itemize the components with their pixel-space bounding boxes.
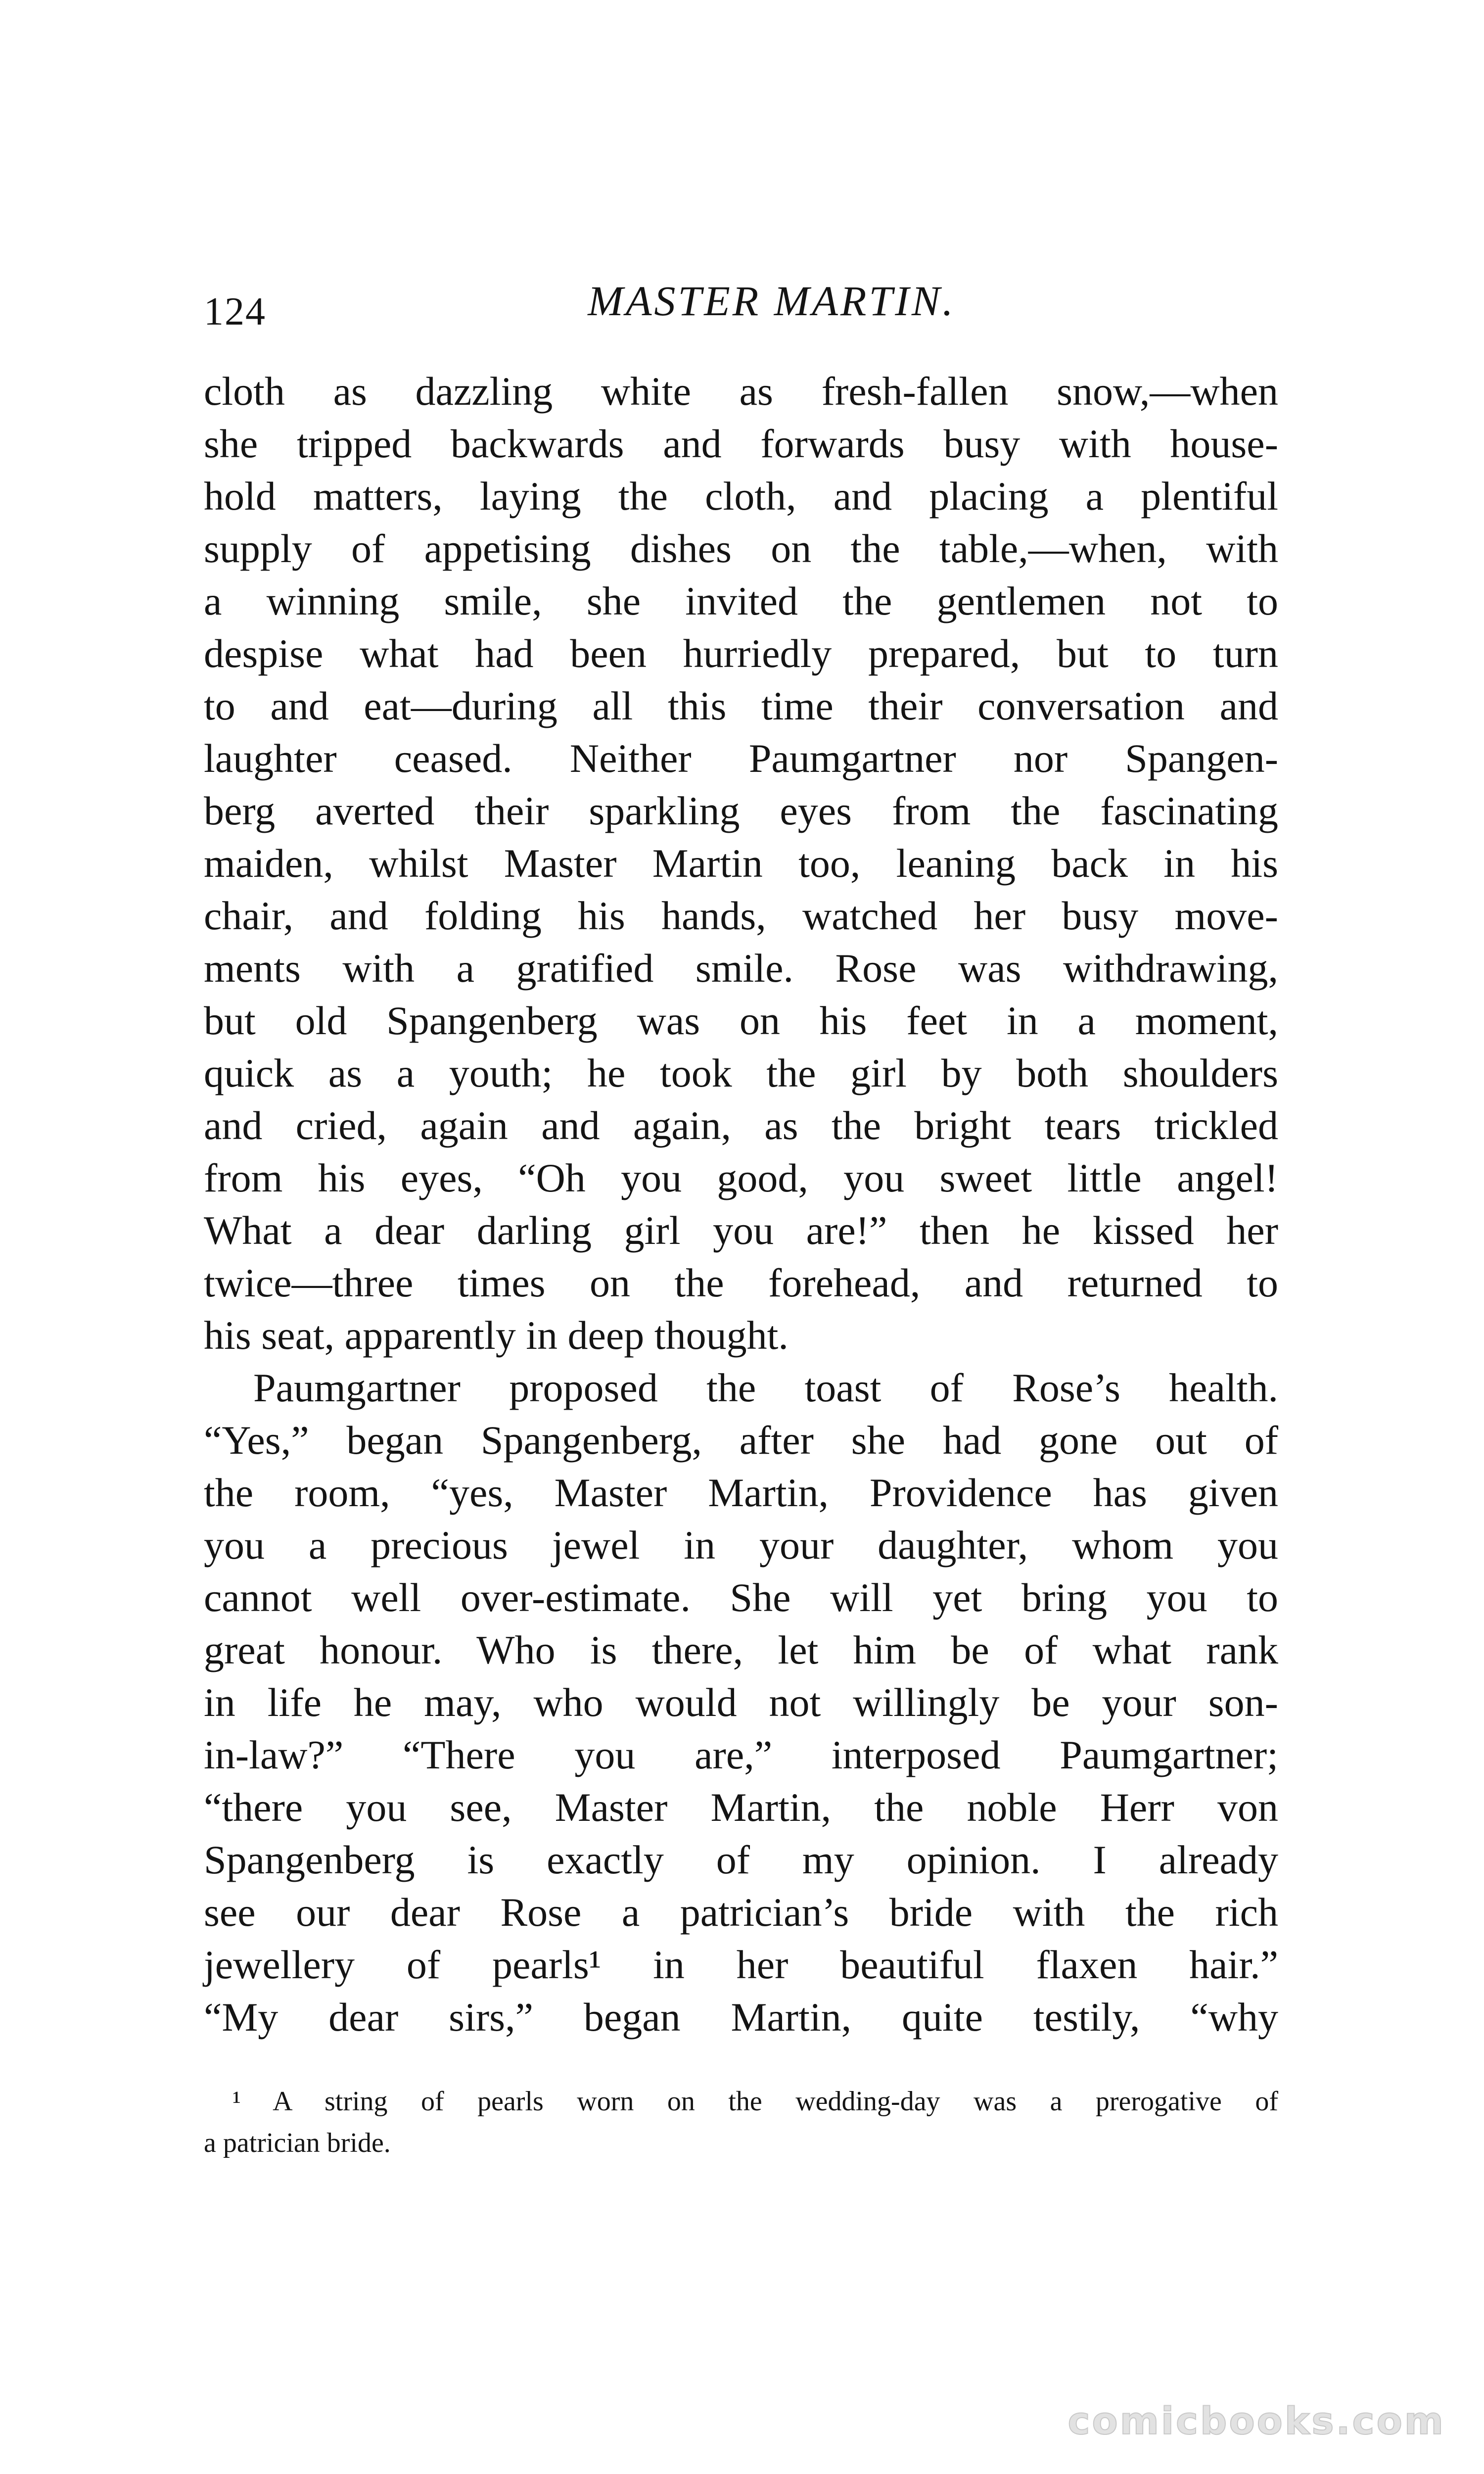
text-line: she tripped backwards and forwards busy with house- xyxy=(204,421,1278,466)
text-line: laughter ceased. Neither Paumgartner nor Spangen- xyxy=(204,736,1278,781)
text-line: What a dear darling girl you are!” then he kissed her xyxy=(204,1208,1278,1253)
text-line: despise what had been hurriedly prepared, but to turn xyxy=(204,631,1278,676)
running-head: MASTER MARTIN. xyxy=(588,277,956,325)
text-line: chair, and folding his hands, watched her busy move- xyxy=(204,893,1278,938)
text-line: Spangenberg is exactly of my opinion. I already xyxy=(204,1837,1278,1882)
text-line: jewellery of pearls¹ in her beautiful flaxen hair.” xyxy=(204,1942,1278,1987)
text-line: but old Spangenberg was on his feet in a moment, xyxy=(204,998,1278,1043)
text-line: in life he may, who would not willingly be your son- xyxy=(204,1680,1278,1725)
text-line: supply of appetising dishes on the table,—when, with xyxy=(204,526,1278,571)
text-line: quick as a youth; he took the girl by both shoulders xyxy=(204,1050,1278,1095)
footnote xyxy=(204,2081,1278,2164)
watermark: comicbooks.com xyxy=(1067,2399,1445,2443)
text-line: in-law?” “There you are,” interposed Paumgartner; xyxy=(204,1732,1278,1777)
text-line: you a precious jewel in your daughter, whom you xyxy=(204,1522,1278,1568)
text-line: to and eat—during all this time their conversation and xyxy=(204,683,1278,728)
text-line: the room, “yes, Master Martin, Providence has given xyxy=(204,1470,1278,1515)
text-line: hold matters, laying the cloth, and placing a plentiful xyxy=(204,474,1278,519)
text-line: “there you see, Master Martin, the noble Herr von xyxy=(204,1785,1278,1830)
text-line: cannot well over-estimate. She will yet bring you to xyxy=(204,1575,1278,1620)
text-line: a winning smile, she invited the gentlemen not to xyxy=(204,578,1278,623)
text-line: and cried, again and again, as the bright tears trickled xyxy=(204,1103,1278,1148)
text-line: Paumgartner proposed the toast of Rose’s health. xyxy=(253,1365,1278,1410)
text-line: see our dear Rose a patrician’s bride with the rich xyxy=(204,1890,1278,1935)
footnote-line: ¹ A string of pearls worn on the wedding-day was a prerogative of xyxy=(232,2086,1278,2117)
body-text xyxy=(204,365,1278,2044)
page-number: 124 xyxy=(204,290,266,333)
text-line: his seat, apparently in deep thought. xyxy=(204,1313,788,1358)
text-line: berg averted their sparkling eyes from the fascinating xyxy=(204,788,1278,833)
text-line: cloth as dazzling white as fresh-fallen snow,—when xyxy=(204,369,1278,414)
text-line: great honour. Who is there, let him be of what rank xyxy=(204,1627,1278,1672)
text-line: from his eyes, “Oh you good, you sweet little angel! xyxy=(204,1155,1278,1200)
text-line: twice—three times on the forehead, and returned to xyxy=(204,1260,1278,1305)
text-line: “Yes,” began Spangenberg, after she had gone out of xyxy=(204,1418,1278,1463)
text-line: ments with a gratified smile. Rose was withdrawing, xyxy=(204,946,1278,991)
text-line: maiden, whilst Master Martin too, leaning back in his xyxy=(204,841,1278,886)
footnote-line: a patrician bride. xyxy=(204,2128,391,2158)
text-line: “My dear sirs,” began Martin, quite testily, “why xyxy=(204,1995,1278,2040)
